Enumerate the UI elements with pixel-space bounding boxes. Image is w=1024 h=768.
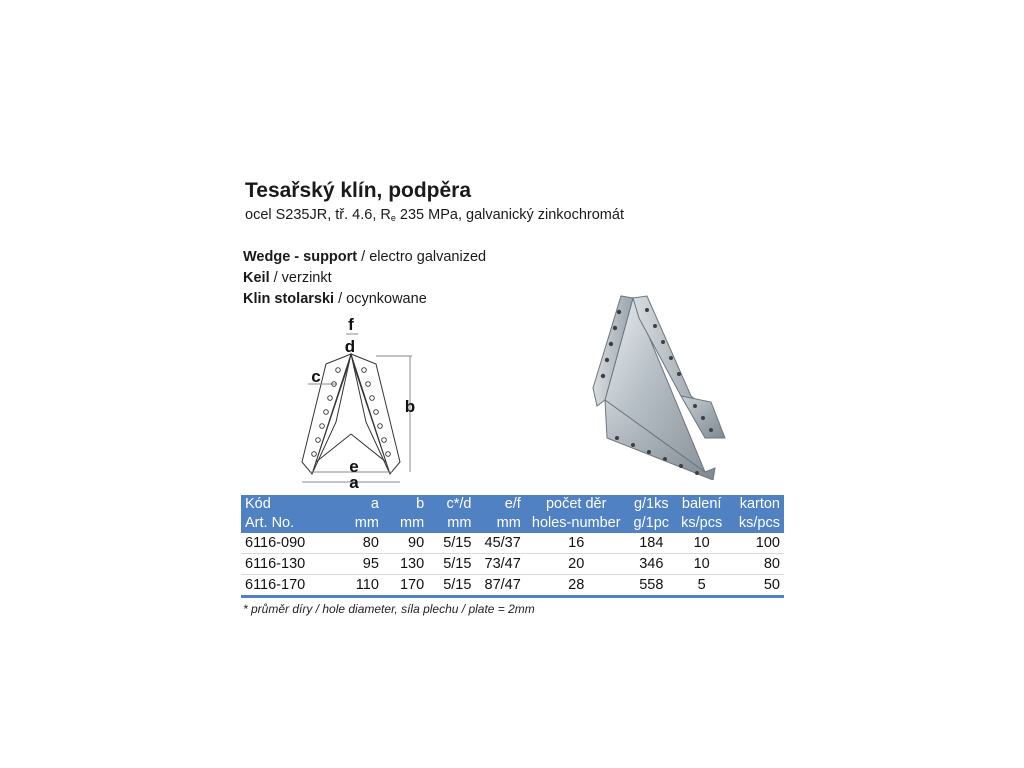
photo-hole [693,404,697,408]
spec-table [241,495,784,598]
photo-hole [645,308,649,312]
th-b: b [383,495,428,514]
cell-holes: 20 [525,554,628,575]
cell-code: 6116-170 [241,575,344,597]
diagram-hole [362,368,367,373]
translation-pl [243,291,427,307]
cell-b: 130 [383,554,428,575]
page-title: Tesařský klín, podpěra [245,179,472,202]
cell-code: 6116-130 [241,554,344,575]
footnote: * průměr díry / hole diameter, síla plechu / plate = 2mm [243,602,535,616]
material-spec [245,207,624,223]
th-packing-unit: ks/pcs [675,514,728,533]
diagram-label-d: d [344,337,356,356]
th-a-unit: mm [344,514,383,533]
diagram-hole [320,424,325,429]
th-carton-unit: ks/pcs [728,514,784,533]
diagram-hole [312,452,317,457]
cell-packing: 10 [675,554,728,575]
diagram-hole [366,382,371,387]
th-weight-unit: g/1pc [628,514,675,533]
diagram-hole [336,368,341,373]
table-row [241,533,784,554]
material-spec-sub: e [390,213,396,223]
diagram-label-a: a [349,473,359,490]
cell-b: 170 [383,575,428,597]
th-ef-unit: mm [475,514,524,533]
photo-hole [663,457,667,461]
diagram-label-f: f [348,315,354,334]
diagram-hole [382,438,387,443]
photo-hole [679,464,683,468]
photo-hole [615,436,619,440]
photo-hole [631,443,635,447]
photo-hole [677,372,681,376]
diagram-hole [328,396,333,401]
photo-hole [701,416,705,420]
diagram-hole [378,424,383,429]
th-packing: balení [675,495,728,514]
material-spec-post: 235 MPa, galvanický zinkochromát [395,207,624,223]
diagram-hole [316,438,321,443]
diagram-hole [386,452,391,457]
translation-en-rest: / electro galvanized [357,249,487,265]
cell-carton: 50 [728,575,784,597]
photo-hole [605,358,609,362]
photo-hole [617,310,621,314]
th-b-unit: mm [383,514,428,533]
translation-de-rest: / verzinkt [269,270,332,286]
th-holes-unit: holes-number [525,514,628,533]
cell-carton: 100 [728,533,784,554]
th-cd: c*/d [428,495,475,514]
translation-de-bold: Keil [243,270,270,286]
th-ef: e/f [475,495,524,514]
th-a: a [344,495,383,514]
diagram-right-arm-inner [351,354,390,474]
photo-hole [613,326,617,330]
table-row [241,575,784,597]
th-carton: karton [728,495,784,514]
th-weight: g/1ks [628,495,675,514]
photo-hole [601,374,605,378]
diagram-label-b: b [404,397,416,416]
cell-code: 6116-090 [241,533,344,554]
cell-ef: 73/47 [475,554,524,575]
th-cd-unit: mm [428,514,475,533]
photo-hole [653,324,657,328]
cell-cd: 5/15 [428,575,475,597]
photo-hole [647,450,651,454]
translation-en [243,249,486,265]
translation-en-bold: Wedge - support [243,249,358,265]
photo-hole [669,356,673,360]
cell-ef: 87/47 [475,575,524,597]
photo-hole [695,471,699,475]
cell-ef: 45/37 [475,533,524,554]
cell-a: 95 [344,554,383,575]
cell-b: 90 [383,533,428,554]
table-header-row [241,514,784,533]
th-code: Kód [241,495,344,514]
diagram-fold-left [316,434,351,462]
cell-carton: 80 [728,554,784,575]
cell-packing: 10 [675,533,728,554]
diagram-hole [370,396,375,401]
table-row [241,554,784,575]
photo-hole [661,340,665,344]
cell-a: 80 [344,533,383,554]
product-photo [585,288,735,480]
diagram-label-c: c [311,367,321,386]
cell-holes: 16 [525,533,628,554]
translation-pl-bold: Klin stolarski [243,291,335,307]
translation-pl-rest: / ocynkowane [334,291,427,307]
cell-packing: 5 [675,575,728,597]
diagram-hole [374,410,379,415]
diagram-hole [324,410,329,415]
cell-cd: 5/15 [428,554,475,575]
th-code-unit: Art. No. [241,514,344,533]
cell-weight: 558 [628,575,675,597]
cell-a: 110 [344,575,383,597]
diagram-label-e: e [349,457,359,476]
table-header-row [241,495,784,514]
cell-weight: 184 [628,533,675,554]
cell-holes: 28 [525,575,628,597]
translation-de [243,270,332,286]
th-holes: počet děr [525,495,628,514]
material-spec-pre: ocel S235JR, tř. 4.6, R [245,207,391,223]
cell-cd: 5/15 [428,533,475,554]
photo-hole [609,342,613,346]
wedge-diagram [296,312,426,490]
cell-weight: 346 [628,554,675,575]
photo-hole [709,428,713,432]
